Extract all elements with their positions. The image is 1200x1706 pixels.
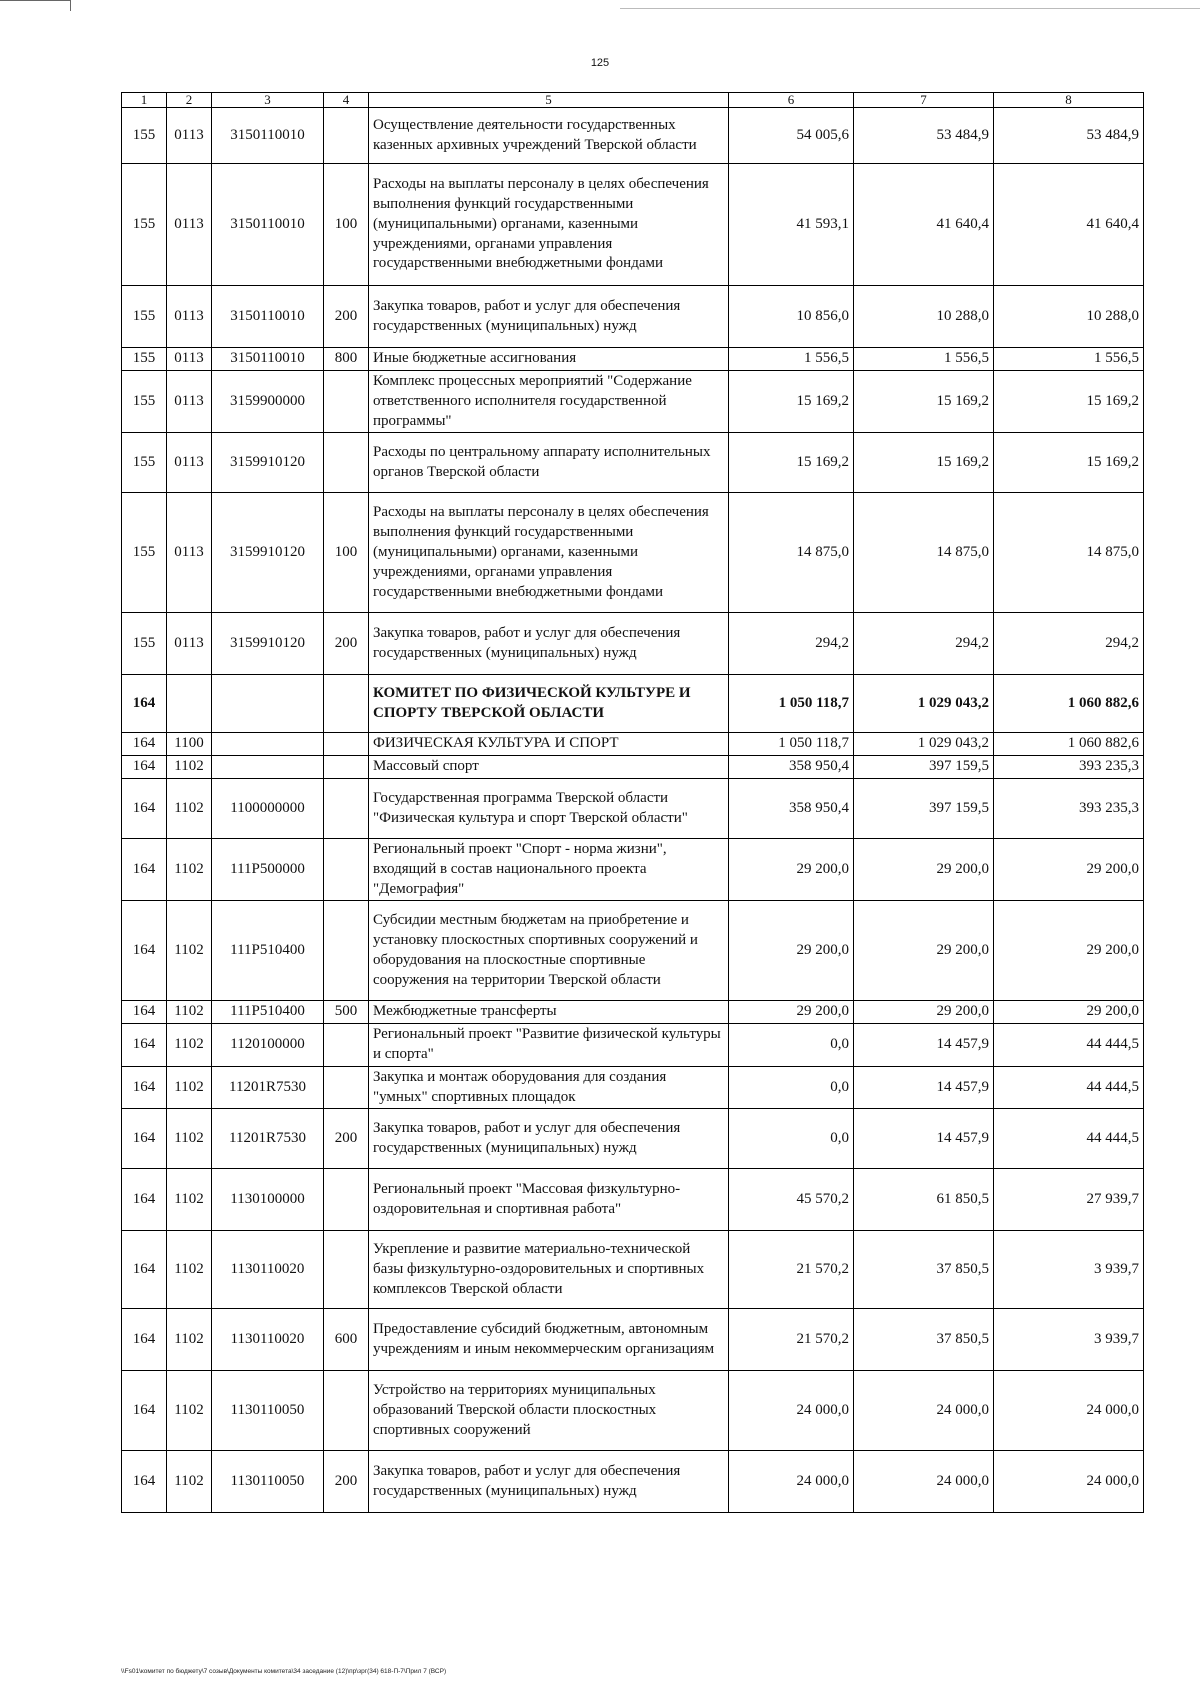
amount-col8-cell: 41 640,4	[994, 164, 1144, 286]
section-code-cell: 1102	[167, 1001, 212, 1024]
description-cell: Закупка товаров, работ и услуг для обеспечения государственных (муниципальных) нужд	[369, 1451, 729, 1513]
section-code-cell: 1102	[167, 1066, 212, 1109]
amount-col7-cell: 29 200,0	[854, 839, 994, 901]
description-cell: Региональный проект "Массовая физкультурно-оздоровительная и спортивная работа"	[369, 1169, 729, 1231]
description-cell: Субсидии местным бюджетам на приобретение и установку плоскостных спортивных сооружений и оборудования на плоскостные спортивные сооружения на территории Тверской области	[369, 901, 729, 1001]
amount-col8-cell: 3 939,7	[994, 1309, 1144, 1371]
amount-col6-cell: 14 875,0	[729, 493, 854, 613]
table-row	[122, 613, 1144, 675]
amount-col6-cell: 358 950,4	[729, 756, 854, 779]
amount-col8-cell: 10 288,0	[994, 286, 1144, 348]
table-body	[122, 108, 1144, 1513]
column-header: 6	[729, 93, 854, 108]
description-cell: Закупка и монтаж оборудования для создания "умных" спортивных площадок	[369, 1066, 729, 1109]
amount-col6-cell: 15 169,2	[729, 371, 854, 433]
description-cell: Комплекс процессных мероприятий "Содержание ответственного исполнителя государственной программы"	[369, 371, 729, 433]
table-row	[122, 733, 1144, 756]
amount-col7-cell: 1 029 043,2	[854, 675, 994, 733]
target-article-cell: 3150110010	[212, 286, 324, 348]
grbs-code-cell: 164	[122, 733, 167, 756]
description-cell: Закупка товаров, работ и услуг для обеспечения государственных (муниципальных) нужд	[369, 286, 729, 348]
amount-col6-cell: 0,0	[729, 1109, 854, 1169]
amount-col8-cell: 1 060 882,6	[994, 675, 1144, 733]
section-code-cell: 1100	[167, 733, 212, 756]
expense-type-cell	[324, 433, 369, 493]
grbs-code-cell: 164	[122, 1371, 167, 1451]
amount-col6-cell: 0,0	[729, 1066, 854, 1109]
target-article-cell: 1130110020	[212, 1309, 324, 1371]
grbs-code-cell: 155	[122, 286, 167, 348]
description-cell: Укрепление и развитие материально-технической базы физкультурно-оздоровительных и спортивных комплексов Тверской области	[369, 1231, 729, 1309]
expense-type-cell	[324, 1066, 369, 1109]
grbs-code-cell: 164	[122, 1024, 167, 1067]
expense-type-cell: 100	[324, 493, 369, 613]
footer-file-path: \\Fs01\комитет по бюджету\7 созыв\Документы комитета\34 заседание (12)\пр\зрг(34) 618-П-7\Прил 7 (ВСР)	[121, 1668, 447, 1675]
column-header: 1	[122, 93, 167, 108]
grbs-code-cell: 155	[122, 613, 167, 675]
section-code-cell: 1102	[167, 756, 212, 779]
amount-col6-cell: 21 570,2	[729, 1309, 854, 1371]
amount-col8-cell: 1 556,5	[994, 348, 1144, 371]
budget-table	[121, 92, 1144, 1513]
grbs-code-cell: 155	[122, 348, 167, 371]
table-row	[122, 675, 1144, 733]
amount-col7-cell: 14 457,9	[854, 1109, 994, 1169]
amount-col8-cell: 44 444,5	[994, 1066, 1144, 1109]
amount-col7-cell: 41 640,4	[854, 164, 994, 286]
table-row	[122, 1371, 1144, 1451]
amount-col6-cell: 24 000,0	[729, 1451, 854, 1513]
target-article-cell: 1120100000	[212, 1024, 324, 1067]
target-article-cell	[212, 756, 324, 779]
amount-col7-cell: 10 288,0	[854, 286, 994, 348]
grbs-code-cell: 164	[122, 839, 167, 901]
amount-col8-cell: 24 000,0	[994, 1451, 1144, 1513]
column-header: 7	[854, 93, 994, 108]
expense-type-cell	[324, 756, 369, 779]
description-cell: Устройство на территориях муниципальных образований Тверской области плоскостных спортивных сооружений	[369, 1371, 729, 1451]
expense-type-cell	[324, 779, 369, 839]
target-article-cell: 3159910120	[212, 613, 324, 675]
table-row	[122, 371, 1144, 433]
amount-col7-cell: 29 200,0	[854, 901, 994, 1001]
target-article-cell: 111P510400	[212, 1001, 324, 1024]
grbs-code-cell: 164	[122, 1231, 167, 1309]
amount-col6-cell: 54 005,6	[729, 108, 854, 164]
amount-col6-cell: 29 200,0	[729, 839, 854, 901]
table-row	[122, 1451, 1144, 1513]
amount-col7-cell: 15 169,2	[854, 433, 994, 493]
amount-col6-cell: 294,2	[729, 613, 854, 675]
section-code-cell	[167, 675, 212, 733]
table-row	[122, 493, 1144, 613]
description-cell: Государственная программа Тверской области "Физическая культура и спорт Тверской области"	[369, 779, 729, 839]
expense-type-cell: 800	[324, 348, 369, 371]
amount-col8-cell: 1 060 882,6	[994, 733, 1144, 756]
target-article-cell: 111P500000	[212, 839, 324, 901]
section-code-cell: 1102	[167, 1169, 212, 1231]
column-header: 4	[324, 93, 369, 108]
expense-type-cell: 200	[324, 286, 369, 348]
amount-col8-cell: 393 235,3	[994, 756, 1144, 779]
amount-col8-cell: 15 169,2	[994, 433, 1144, 493]
amount-col6-cell: 10 856,0	[729, 286, 854, 348]
description-cell: Закупка товаров, работ и услуг для обеспечения государственных (муниципальных) нужд	[369, 1109, 729, 1169]
section-code-cell: 1102	[167, 779, 212, 839]
amount-col6-cell: 15 169,2	[729, 433, 854, 493]
table-row	[122, 1066, 1144, 1109]
target-article-cell: 1130110050	[212, 1451, 324, 1513]
column-header: 2	[167, 93, 212, 108]
amount-col6-cell: 24 000,0	[729, 1371, 854, 1451]
table-row	[122, 1001, 1144, 1024]
description-cell: Иные бюджетные ассигнования	[369, 348, 729, 371]
section-code-cell: 0113	[167, 493, 212, 613]
grbs-code-cell: 164	[122, 1169, 167, 1231]
section-code-cell: 1102	[167, 1309, 212, 1371]
target-article-cell: 3150110010	[212, 164, 324, 286]
section-code-cell: 0113	[167, 348, 212, 371]
amount-col7-cell: 24 000,0	[854, 1451, 994, 1513]
amount-col7-cell: 397 159,5	[854, 779, 994, 839]
section-code-cell: 0113	[167, 371, 212, 433]
grbs-code-cell: 164	[122, 1109, 167, 1169]
amount-col8-cell: 29 200,0	[994, 901, 1144, 1001]
description-cell: Расходы на выплаты персоналу в целях обеспечения выполнения функций государственными (муниципальными) органами, казенными учреждениями, органами управления государственными внебюджетными фондами	[369, 164, 729, 286]
expense-type-cell	[324, 1231, 369, 1309]
amount-col7-cell: 14 457,9	[854, 1066, 994, 1109]
table-row	[122, 1024, 1144, 1067]
table-row	[122, 1109, 1144, 1169]
section-code-cell: 1102	[167, 1231, 212, 1309]
section-code-cell: 0113	[167, 164, 212, 286]
target-article-cell	[212, 733, 324, 756]
expense-type-cell	[324, 1169, 369, 1231]
column-header: 3	[212, 93, 324, 108]
table-row	[122, 1309, 1144, 1371]
description-cell: Предоставление субсидий бюджетным, автономным учреждениям и иным некоммерческим организациям	[369, 1309, 729, 1371]
expense-type-cell	[324, 675, 369, 733]
description-cell: Региональный проект "Спорт - норма жизни", входящий в состав национального проекта "Демография"	[369, 839, 729, 901]
scan-top-rule	[620, 8, 1200, 9]
section-code-cell: 1102	[167, 901, 212, 1001]
amount-col6-cell: 0,0	[729, 1024, 854, 1067]
target-article-cell: 3159910120	[212, 493, 324, 613]
amount-col7-cell: 294,2	[854, 613, 994, 675]
expense-type-cell: 600	[324, 1309, 369, 1371]
amount-col8-cell: 393 235,3	[994, 779, 1144, 839]
grbs-code-cell: 164	[122, 1001, 167, 1024]
expense-type-cell	[324, 1024, 369, 1067]
table-row	[122, 433, 1144, 493]
section-code-cell: 1102	[167, 1024, 212, 1067]
amount-col7-cell: 53 484,9	[854, 108, 994, 164]
amount-col7-cell: 14 457,9	[854, 1024, 994, 1067]
amount-col7-cell: 37 850,5	[854, 1309, 994, 1371]
target-article-cell: 1130100000	[212, 1169, 324, 1231]
column-number-row	[122, 93, 1144, 108]
amount-col8-cell: 29 200,0	[994, 1001, 1144, 1024]
description-cell: Закупка товаров, работ и услуг для обеспечения государственных (муниципальных) нужд	[369, 613, 729, 675]
amount-col6-cell: 29 200,0	[729, 901, 854, 1001]
section-code-cell: 0113	[167, 108, 212, 164]
expense-type-cell	[324, 901, 369, 1001]
amount-col6-cell: 41 593,1	[729, 164, 854, 286]
amount-col6-cell: 1 050 118,7	[729, 733, 854, 756]
amount-col7-cell: 24 000,0	[854, 1371, 994, 1451]
table-row	[122, 756, 1144, 779]
target-article-cell: 111P510400	[212, 901, 324, 1001]
expense-type-cell	[324, 371, 369, 433]
amount-col8-cell: 44 444,5	[994, 1109, 1144, 1169]
target-article-cell: 11201R7530	[212, 1066, 324, 1109]
expense-type-cell: 200	[324, 1109, 369, 1169]
amount-col8-cell: 53 484,9	[994, 108, 1144, 164]
grbs-code-cell: 164	[122, 901, 167, 1001]
expense-type-cell: 100	[324, 164, 369, 286]
target-article-cell: 1100000000	[212, 779, 324, 839]
amount-col6-cell: 1 556,5	[729, 348, 854, 371]
table-row	[122, 1169, 1144, 1231]
section-code-cell: 0113	[167, 613, 212, 675]
table-row	[122, 901, 1144, 1001]
section-code-cell: 0113	[167, 433, 212, 493]
expense-type-cell	[324, 108, 369, 164]
expense-type-cell: 200	[324, 613, 369, 675]
description-cell: Осуществление деятельности государственных казенных архивных учреждений Тверской области	[369, 108, 729, 164]
table-row	[122, 839, 1144, 901]
amount-col6-cell: 45 570,2	[729, 1169, 854, 1231]
description-cell: КОМИТЕТ ПО ФИЗИЧЕСКОЙ КУЛЬТУРЕ И СПОРТУ ТВЕРСКОЙ ОБЛАСТИ	[369, 675, 729, 733]
table-row	[122, 286, 1144, 348]
section-code-cell: 1102	[167, 1109, 212, 1169]
column-header: 8	[994, 93, 1144, 108]
expense-type-cell	[324, 839, 369, 901]
description-cell: Региональный проект "Развитие физической культуры и спорта"	[369, 1024, 729, 1067]
description-cell: Межбюджетные трансферты	[369, 1001, 729, 1024]
amount-col6-cell: 1 050 118,7	[729, 675, 854, 733]
grbs-code-cell: 164	[122, 779, 167, 839]
table-row	[122, 164, 1144, 286]
grbs-code-cell: 164	[122, 756, 167, 779]
grbs-code-cell: 155	[122, 493, 167, 613]
grbs-code-cell: 155	[122, 108, 167, 164]
grbs-code-cell: 155	[122, 164, 167, 286]
expense-type-cell: 500	[324, 1001, 369, 1024]
amount-col7-cell: 1 029 043,2	[854, 733, 994, 756]
scan-corner-mark	[0, 0, 71, 11]
section-code-cell: 0113	[167, 286, 212, 348]
target-article-cell: 3159910120	[212, 433, 324, 493]
target-article-cell: 11201R7530	[212, 1109, 324, 1169]
amount-col7-cell: 37 850,5	[854, 1231, 994, 1309]
amount-col7-cell: 29 200,0	[854, 1001, 994, 1024]
amount-col7-cell: 1 556,5	[854, 348, 994, 371]
grbs-code-cell: 164	[122, 1451, 167, 1513]
expense-type-cell	[324, 1371, 369, 1451]
amount-col7-cell: 14 875,0	[854, 493, 994, 613]
description-cell: Расходы по центральному аппарату исполнительных органов Тверской области	[369, 433, 729, 493]
description-cell: Массовый спорт	[369, 756, 729, 779]
target-article-cell	[212, 675, 324, 733]
description-cell: ФИЗИЧЕСКАЯ КУЛЬТУРА И СПОРТ	[369, 733, 729, 756]
table-row	[122, 108, 1144, 164]
description-cell: Расходы на выплаты персоналу в целях обеспечения выполнения функций государственными (муниципальными) органами, казенными учреждениями, органами управления государственными внебюджетными фондами	[369, 493, 729, 613]
amount-col8-cell: 29 200,0	[994, 839, 1144, 901]
expense-type-cell	[324, 733, 369, 756]
amount-col7-cell: 397 159,5	[854, 756, 994, 779]
amount-col8-cell: 24 000,0	[994, 1371, 1144, 1451]
target-article-cell: 1130110020	[212, 1231, 324, 1309]
amount-col8-cell: 15 169,2	[994, 371, 1144, 433]
page-number: 125	[590, 57, 610, 69]
column-header: 5	[369, 93, 729, 108]
grbs-code-cell: 164	[122, 1309, 167, 1371]
amount-col6-cell: 29 200,0	[729, 1001, 854, 1024]
table-row	[122, 779, 1144, 839]
expense-type-cell: 200	[324, 1451, 369, 1513]
amount-col8-cell: 294,2	[994, 613, 1144, 675]
target-article-cell: 3159900000	[212, 371, 324, 433]
amount-col8-cell: 3 939,7	[994, 1231, 1144, 1309]
target-article-cell: 3150110010	[212, 108, 324, 164]
amount-col8-cell: 44 444,5	[994, 1024, 1144, 1067]
section-code-cell: 1102	[167, 1371, 212, 1451]
table-row	[122, 1231, 1144, 1309]
target-article-cell: 1130110050	[212, 1371, 324, 1451]
amount-col7-cell: 61 850,5	[854, 1169, 994, 1231]
amount-col6-cell: 358 950,4	[729, 779, 854, 839]
amount-col7-cell: 15 169,2	[854, 371, 994, 433]
amount-col6-cell: 21 570,2	[729, 1231, 854, 1309]
amount-col8-cell: 14 875,0	[994, 493, 1144, 613]
grbs-code-cell: 164	[122, 675, 167, 733]
section-code-cell: 1102	[167, 1451, 212, 1513]
amount-col8-cell: 27 939,7	[994, 1169, 1144, 1231]
grbs-code-cell: 155	[122, 371, 167, 433]
table-row	[122, 348, 1144, 371]
section-code-cell: 1102	[167, 839, 212, 901]
grbs-code-cell: 155	[122, 433, 167, 493]
grbs-code-cell: 164	[122, 1066, 167, 1109]
target-article-cell: 3150110010	[212, 348, 324, 371]
